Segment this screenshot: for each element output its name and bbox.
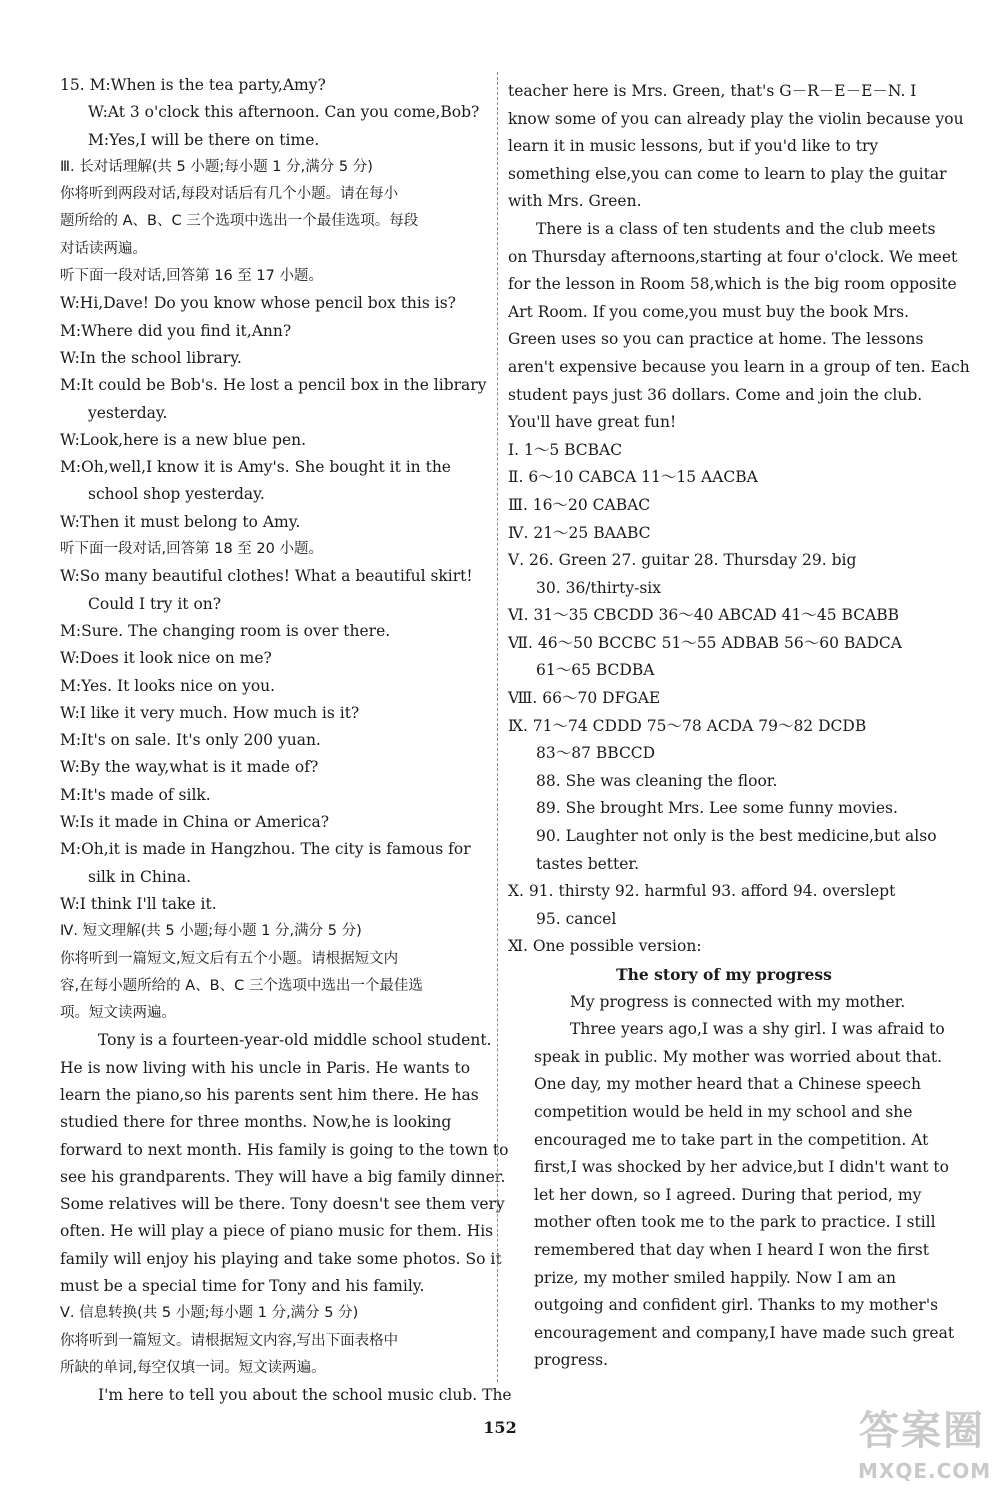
text-line: He is now living with his uncle in Paris. He wants to [60, 1058, 471, 1077]
text-line: mother often took me to the park to practice. I still [534, 1213, 936, 1232]
text-line: often. He will play a piece of piano music for them. His [60, 1222, 494, 1241]
text-line: W:By the way,what is it made of? [60, 758, 319, 777]
text-line: Green uses so you can practice at home. The lessons [508, 330, 924, 349]
text-line: know some of you can already play the violin because you [508, 109, 964, 128]
text-line: see his grandparents. They will have a big family dinner. [60, 1167, 506, 1186]
text-line: 听下面一段对话,回答第 16 至 17 小题。 [60, 268, 323, 285]
text-line: competition would be held in my school and she [534, 1102, 913, 1121]
text-line: M:Oh,well,I know it is Amy's. She bought it in the [60, 458, 451, 477]
text-line: family will enjoy his playing and take some photos. So it [60, 1249, 502, 1268]
text-line: Ⅸ. 71～74 CDDD 75～78 ACDA 79～82 DCDB [508, 716, 867, 735]
text-line: M:It's made of silk. [60, 785, 211, 804]
text-line: 90. Laughter not only is the best medicine,but also [536, 827, 937, 846]
text-line: must be a special time for Tony and his family. [60, 1277, 425, 1296]
text-line: Ⅴ. 信息转换(共 5 小题;每小题 1 分,满分 5 分) [60, 1305, 359, 1322]
text-line: forward to next month. His family is going to the town to [60, 1140, 509, 1159]
text-line: 89. She brought Mrs. Lee some funny movies. [536, 799, 898, 818]
text-line: M:Yes,I will be there on time. [88, 130, 320, 149]
text-line: 题所给的 A、B、C 三个选项中选出一个最佳选项。每段 [60, 213, 419, 230]
text-line: W:So many beautiful clothes! What a beautiful skirt! [60, 567, 473, 586]
text-line: M:It's on sale. It's only 200 yuan. [60, 731, 321, 750]
text-line: My progress is connected with my mother. [570, 992, 906, 1011]
text-line: 所缺的单词,每空仅填一词。短文读两遍。 [60, 1359, 326, 1376]
text-line: 你将听到一篇短文。请根据短文内容,写出下面表格中 [60, 1332, 399, 1349]
text-line: outgoing and confident girl. Thanks to my mother's [534, 1296, 939, 1315]
text-line: W:Then it must belong to Amy. [60, 512, 301, 531]
text-line: teacher here is Mrs. Green, that's G－R－E－E－N. I [508, 82, 917, 100]
text-line: Ⅶ. 46～50 BCCBC 51～55 ADBAB 56～60 BADCA [508, 633, 902, 652]
text-line: speak in public. My mother was worried about that. [534, 1047, 943, 1066]
text-line: silk in China. [88, 867, 192, 886]
text-line: 你将听到一篇短文,短文后有五个小题。请根据短文内 [60, 950, 399, 967]
text-line: One day, my mother heard that a Chinese speech [534, 1075, 921, 1094]
text-line: M:Oh,it is made in Hangzhou. The city is famous for [60, 840, 471, 859]
page-number: 152 [483, 1418, 517, 1437]
text-line: progress. [534, 1351, 609, 1370]
text-line: I'm here to tell you about the school music club. The [98, 1386, 512, 1405]
text-line: remembered that day when I heard I won the first [534, 1240, 929, 1259]
text-line: tastes better. [536, 854, 640, 873]
text-line: encouragement and company,I have made such great [534, 1323, 955, 1342]
text-line: W:Does it look nice on me? [60, 649, 272, 668]
text-line: Ⅺ. One possible version: [508, 937, 702, 956]
text-line: aren't expensive because you learn in a group of ten. Each [508, 357, 970, 376]
text-line: 项。短文读两遍。 [60, 1005, 176, 1022]
text-line: W:Is it made in China or America? [60, 813, 330, 832]
text-line: W:Look,here is a new blue pen. [60, 430, 307, 449]
text-line: 对话读两遍。 [60, 240, 147, 257]
text-line: M:Sure. The changing room is over there. [60, 621, 391, 640]
text-line: with Mrs. Green. [508, 192, 642, 211]
text-line: Ⅰ. 1～5 BCBAC [508, 440, 623, 459]
watermark-url: MXQE.COM [858, 1459, 992, 1483]
text-line: 61～65 BCDBA [536, 661, 655, 680]
text-line: Three years ago,I was a shy girl. I was afraid to [570, 1020, 945, 1039]
text-line: Ⅱ. 6～10 CABCA 11～15 AACBA [508, 468, 758, 487]
text-line: studied there for three months. Now,he is looking [60, 1113, 452, 1132]
text-line: W:Hi,Dave! Do you know whose pencil box this is? [60, 294, 456, 313]
text-line: M:It could be Bob's. He lost a pencil box in the library [60, 376, 487, 395]
text-line: student pays just 36 dollars. Come and join the club. [508, 385, 923, 404]
text-line: W:I think I'll take it. [60, 894, 217, 913]
text-line: school shop yesterday. [88, 485, 265, 504]
text-line: learn the piano,so his parents sent him there. He has [60, 1085, 479, 1104]
text-line: M:Where did you find it,Ann? [60, 321, 292, 340]
text-line: yesterday. [88, 403, 168, 422]
text-line: for the lesson in Room 58,which is the big room opposite [508, 275, 957, 294]
text-line: 88. She was cleaning the floor. [536, 771, 778, 790]
text-line: Ⅳ. 21～25 BAABC [508, 523, 651, 542]
column-divider [497, 72, 498, 1382]
text-line: on Thursday afternoons,starting at four o'clock. We meet [508, 247, 958, 266]
text-line: W:In the school library. [60, 348, 242, 367]
text-line: Art Room. If you come,you must buy the book Mrs. [508, 302, 909, 321]
watermark-text: 答案圈 [859, 1408, 985, 1454]
text-line: Ⅷ. 66～70 DFGAE [508, 689, 661, 708]
text-line: Ⅲ. 长对话理解(共 5 小题;每小题 1 分,满分 5 分) [60, 158, 373, 175]
text-line: You'll have great fun! [508, 413, 677, 432]
text-line: learn it in music lessons, but if you'd like to try [508, 137, 879, 156]
right-column [508, 78, 970, 1375]
text-line: 你将听到两段对话,每段对话后有几个小题。请在每小 [60, 186, 399, 203]
text-line: Ⅹ. 91. thirsty 92. harmful 93. afford 94. overslept [508, 882, 896, 901]
text-line: The story of my progress [616, 965, 832, 984]
text-line: Ⅵ. 31～35 CBCDD 36～40 ABCAD 41～45 BCABB [508, 606, 900, 625]
text-line: let her down, so I agreed. During that period, my [534, 1185, 922, 1204]
text-line: something else,you can come to learn to play the guitar [508, 164, 947, 183]
text-line: 83～87 BBCCD [536, 744, 656, 763]
text-line: prize, my mother smiled happily. Now I am an [534, 1268, 896, 1287]
text-line: Ⅲ. 16～20 CABAC [508, 495, 651, 514]
text-line: There is a class of ten students and the club meets [536, 219, 936, 238]
text-line: 30. 36/thirty-six [536, 578, 661, 597]
text-line: Ⅴ. 26. Green 27. guitar 28. Thursday 29. big [508, 551, 857, 570]
watermark-logo [858, 1406, 992, 1496]
text-line: 容,在每小题所给的 A、B、C 三个选项中选出一个最佳选 [60, 977, 423, 994]
text-line: 听下面一段对话,回答第 18 至 20 小题。 [60, 541, 323, 558]
text-line: 15. M:When is the tea party,Amy? [60, 76, 326, 94]
text-line: encouraged me to take part in the competition. At [534, 1130, 929, 1149]
text-line: Could I try it on? [88, 594, 222, 613]
text-line: Tony is a fourteen-year-old middle school student. [98, 1031, 492, 1050]
text-line: W:At 3 o'clock this afternoon. Can you come,Bob? [88, 103, 480, 122]
text-line: first,I was shocked by her advice,but I didn't want to [534, 1158, 949, 1177]
left-column [60, 72, 512, 1410]
text-line: Ⅳ. 短文理解(共 5 小题;每小题 1 分,满分 5 分) [60, 923, 362, 940]
text-line: 95. cancel [536, 909, 617, 928]
text-line: M:Yes. It looks nice on you. [60, 676, 276, 695]
text-line: Some relatives will be there. Tony doesn't see them very [60, 1195, 505, 1214]
text-line: W:I like it very much. How much is it? [60, 703, 360, 722]
